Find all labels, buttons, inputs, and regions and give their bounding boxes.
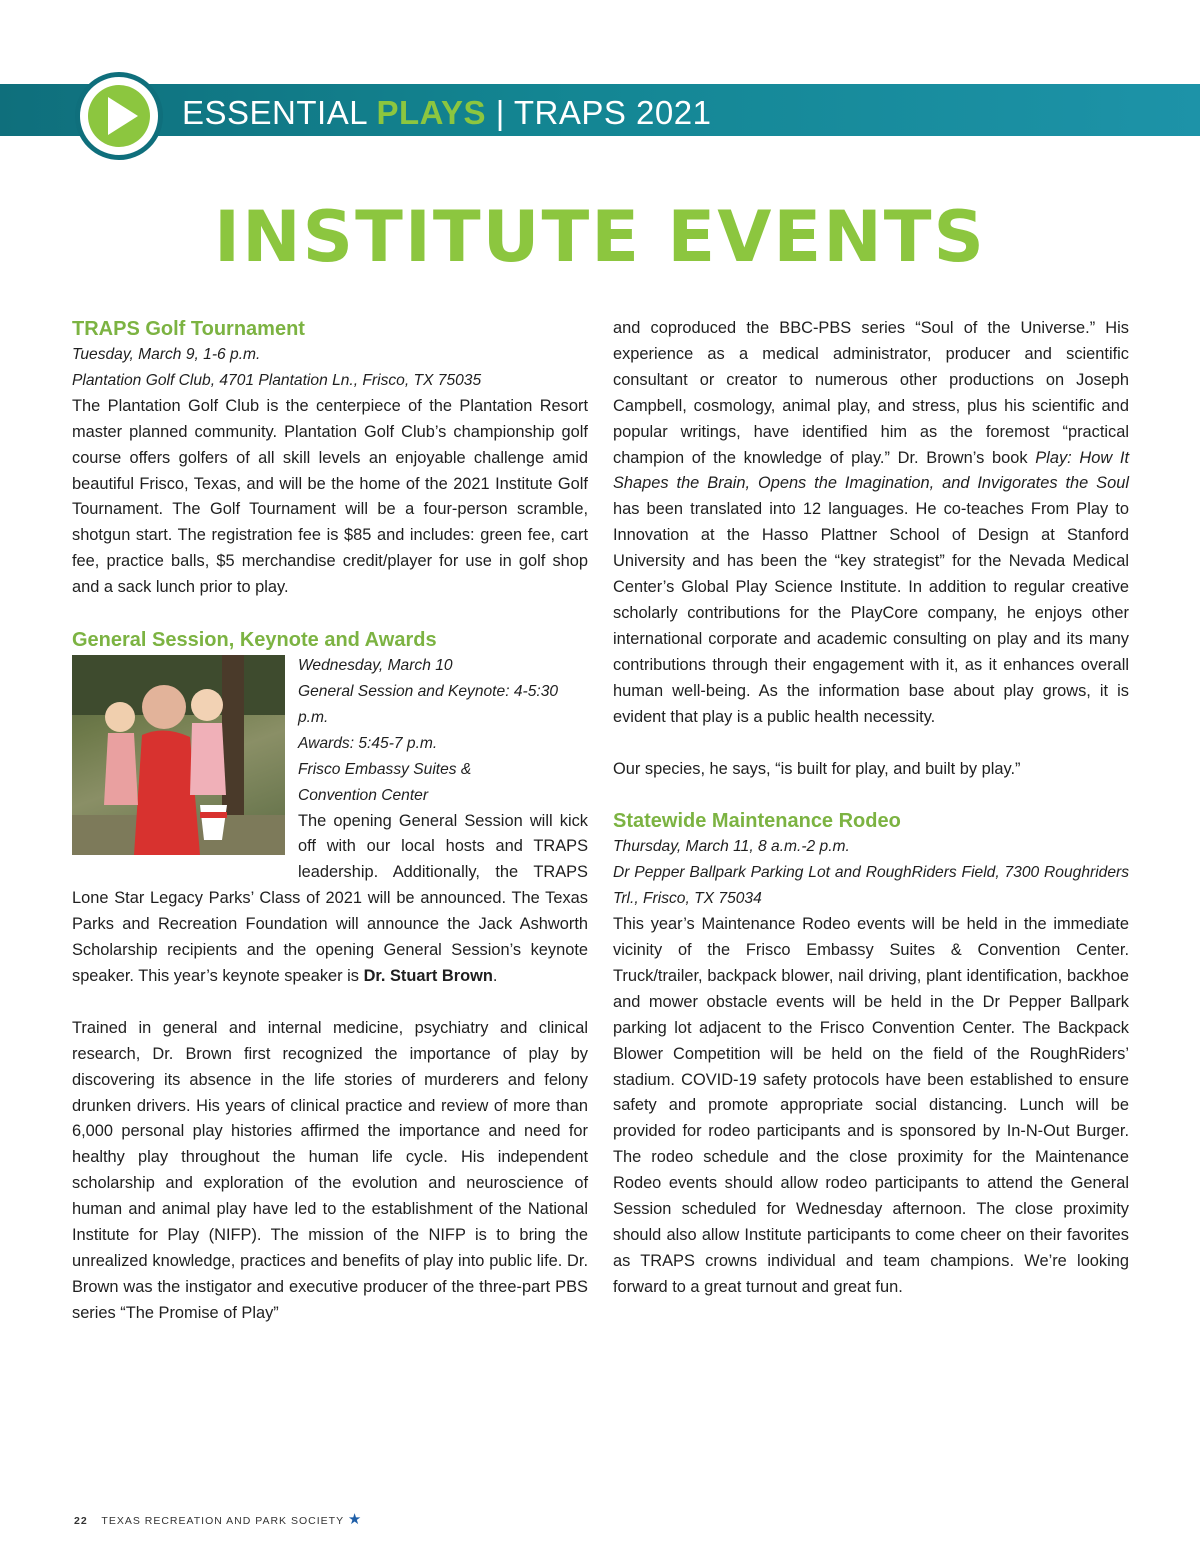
- general-session-title: General Session, Keynote and Awards: [72, 629, 437, 652]
- golf-body: The Plantation Golf Club is the centerpiece of the Plantation Resort master planned community. Plantation Golf Club’s championship golf course offers golfers of all skill levels an enjoyable challenge amid beautiful Frisco, Texas, and will be the home of the 2021 Institute Golf Tournament. The Golf Tournament will be a four-person scramble, shotgun start. The registration fee is $85 and includes: green fee, cart fee, practice balls, $5 merchandise credit/player for use in golf shop and a sack lunch prior to play.: [72, 396, 588, 597]
- species-quote: Our species, he says, “is built for play, and built by play.”: [613, 759, 1021, 778]
- play-icon: [80, 77, 158, 155]
- bio-continued-text-2: has been translated into 12 languages. He co-teaches From Play to Innovation at the Hasso Plattner School of Design at Stanford University and has been the “key strategist” for the Nevada Medical Center’s Global Play Science Institute. In addition to regular creative scholarly contributions for the PlayCore company, he enjoys other international corporate and academic consulting on play and its many contributions through their engagement with it, as it enhances overall human well-being. As the information base about play grows, it is evident that play is a public health necessity.: [613, 500, 1129, 726]
- footer-org: TEXAS RECREATION AND PARK SOCIETY: [101, 1515, 344, 1527]
- keynote-photo: [72, 655, 285, 855]
- star-icon: ★: [347, 1511, 363, 1528]
- awards-time: Awards: 5:45-7 p.m.: [298, 734, 438, 752]
- venue-line-1: Frisco Embassy Suites &: [298, 760, 472, 778]
- period: .: [492, 966, 498, 985]
- golf-date: Tuesday, March 9, 1-6 p.m.: [72, 346, 261, 363]
- photo-illustration: [72, 655, 285, 855]
- header-word-plays: PLAYS: [376, 94, 487, 131]
- page-title: INSTITUTE EVENTS: [214, 196, 986, 278]
- bio-continued-text: and coproduced the BBC-PBS series “Soul of the Universe.” His experience as a medical administrator, producer and scientific consultant or creator to numerous other productions on Joseph Campbell, cosmology, animal play, and stress, plus his scientific and popular writings, have identified him as the foremost “practical champion of the knowledge of play.” Dr. Brown’s book: [613, 319, 1129, 467]
- page-footer: [74, 1510, 362, 1528]
- page-number: 22: [74, 1515, 88, 1527]
- general-body-1-text: The opening General Session will kick off with our local hosts and TRAPS leadership. Additionally, the TRAPS Lone Star Legacy Parks’ Class of 2021 will be announced. The Texas Parks and Recreation Foundation will announce the Jack Ashworth Scholarship recipients and the opening General Session’s keynote speaker. This year’s keynote speaker is: [72, 811, 588, 985]
- book-title: Play: How It Shapes the Brain, Opens the Imagination, and Invigorates the Soul: [613, 448, 1129, 493]
- general-body-2: Trained in general and internal medicine, psychiatry and clinical research, Dr. Brown first recognized the importance of play by discovering its absence in the life stories of murderers and felony drunken drivers. His years of clinical practice and review of more than 6,000 personal play histories affirmed the importance and need for healthy play throughout the human life cycle. His independent scholarship and exploration of the evolution and neuroscience of human and animal play have led to the establishment of the National Institute for Play (NIFP). The mission of the NIFP is to bring the unrealized knowledge, practices and benefits of play into public life. Dr. Brown was the instigator and executive producer of the three-part PBS series “The Promise of Play”: [72, 1018, 588, 1322]
- keynote-time: General Session and Keynote: 4-5:30 p.m.: [298, 682, 559, 726]
- rodeo-date: Thursday, March 11, 8 a.m.-2 p.m.: [613, 838, 850, 856]
- right-column: [613, 316, 1129, 1301]
- header-separator: |: [495, 94, 505, 131]
- keynote-speaker: Dr. Stuart Brown: [363, 966, 493, 985]
- bio-continued: [613, 316, 1129, 731]
- header-word-essential: ESSENTIAL: [182, 94, 367, 131]
- header-word-traps: TRAPS 2021: [513, 94, 712, 131]
- venue-line-2: Convention Center: [298, 786, 429, 804]
- golf-title: TRAPS Golf Tournament: [72, 318, 305, 340]
- golf-location: Plantation Golf Club, 4701 Plantation Ln., Frisco, TX 75035: [72, 371, 482, 389]
- rodeo-location: Dr Pepper Ballpark Parking Lot and RoughRiders Field, 7300 Roughriders Trl., Frisco, TX 75034: [613, 864, 1129, 908]
- rodeo-title: Statewide Maintenance Rodeo: [613, 810, 901, 833]
- header-title: [182, 94, 711, 134]
- play-badge: [75, 72, 163, 160]
- left-column: [72, 316, 588, 1327]
- general-date: Wednesday, March 10: [298, 657, 453, 675]
- rodeo-body: This year’s Maintenance Rodeo events will be held in the immediate vicinity of the Frisco Embassy Suites & Convention Center. Truck/trailer, backpack blower, nail driving, plant identification, backhoe and mower obstacle events will be held in the Dr Pepper Ballpark parking lot adjacent to the Frisco Convention Center. The Backpack Blower Competition will be held on the field of the RoughRiders’ stadium. COVID-19 safety protocols have been established to ensure safety and promote appropriate social distancing. Lunch will be provided for rodeo participants and is sponsored by In-N-Out Burger. The rodeo schedule and the close proximity for the Maintenance Rodeo events should allow rodeo participants to attend the General Session scheduled for Wednesday afternoon. The close proximity should also allow Institute participants to come cheer on their favorites as TRAPS crowns individual and team champions. We’re looking forward to a great turnout and great fun.: [613, 915, 1129, 1296]
